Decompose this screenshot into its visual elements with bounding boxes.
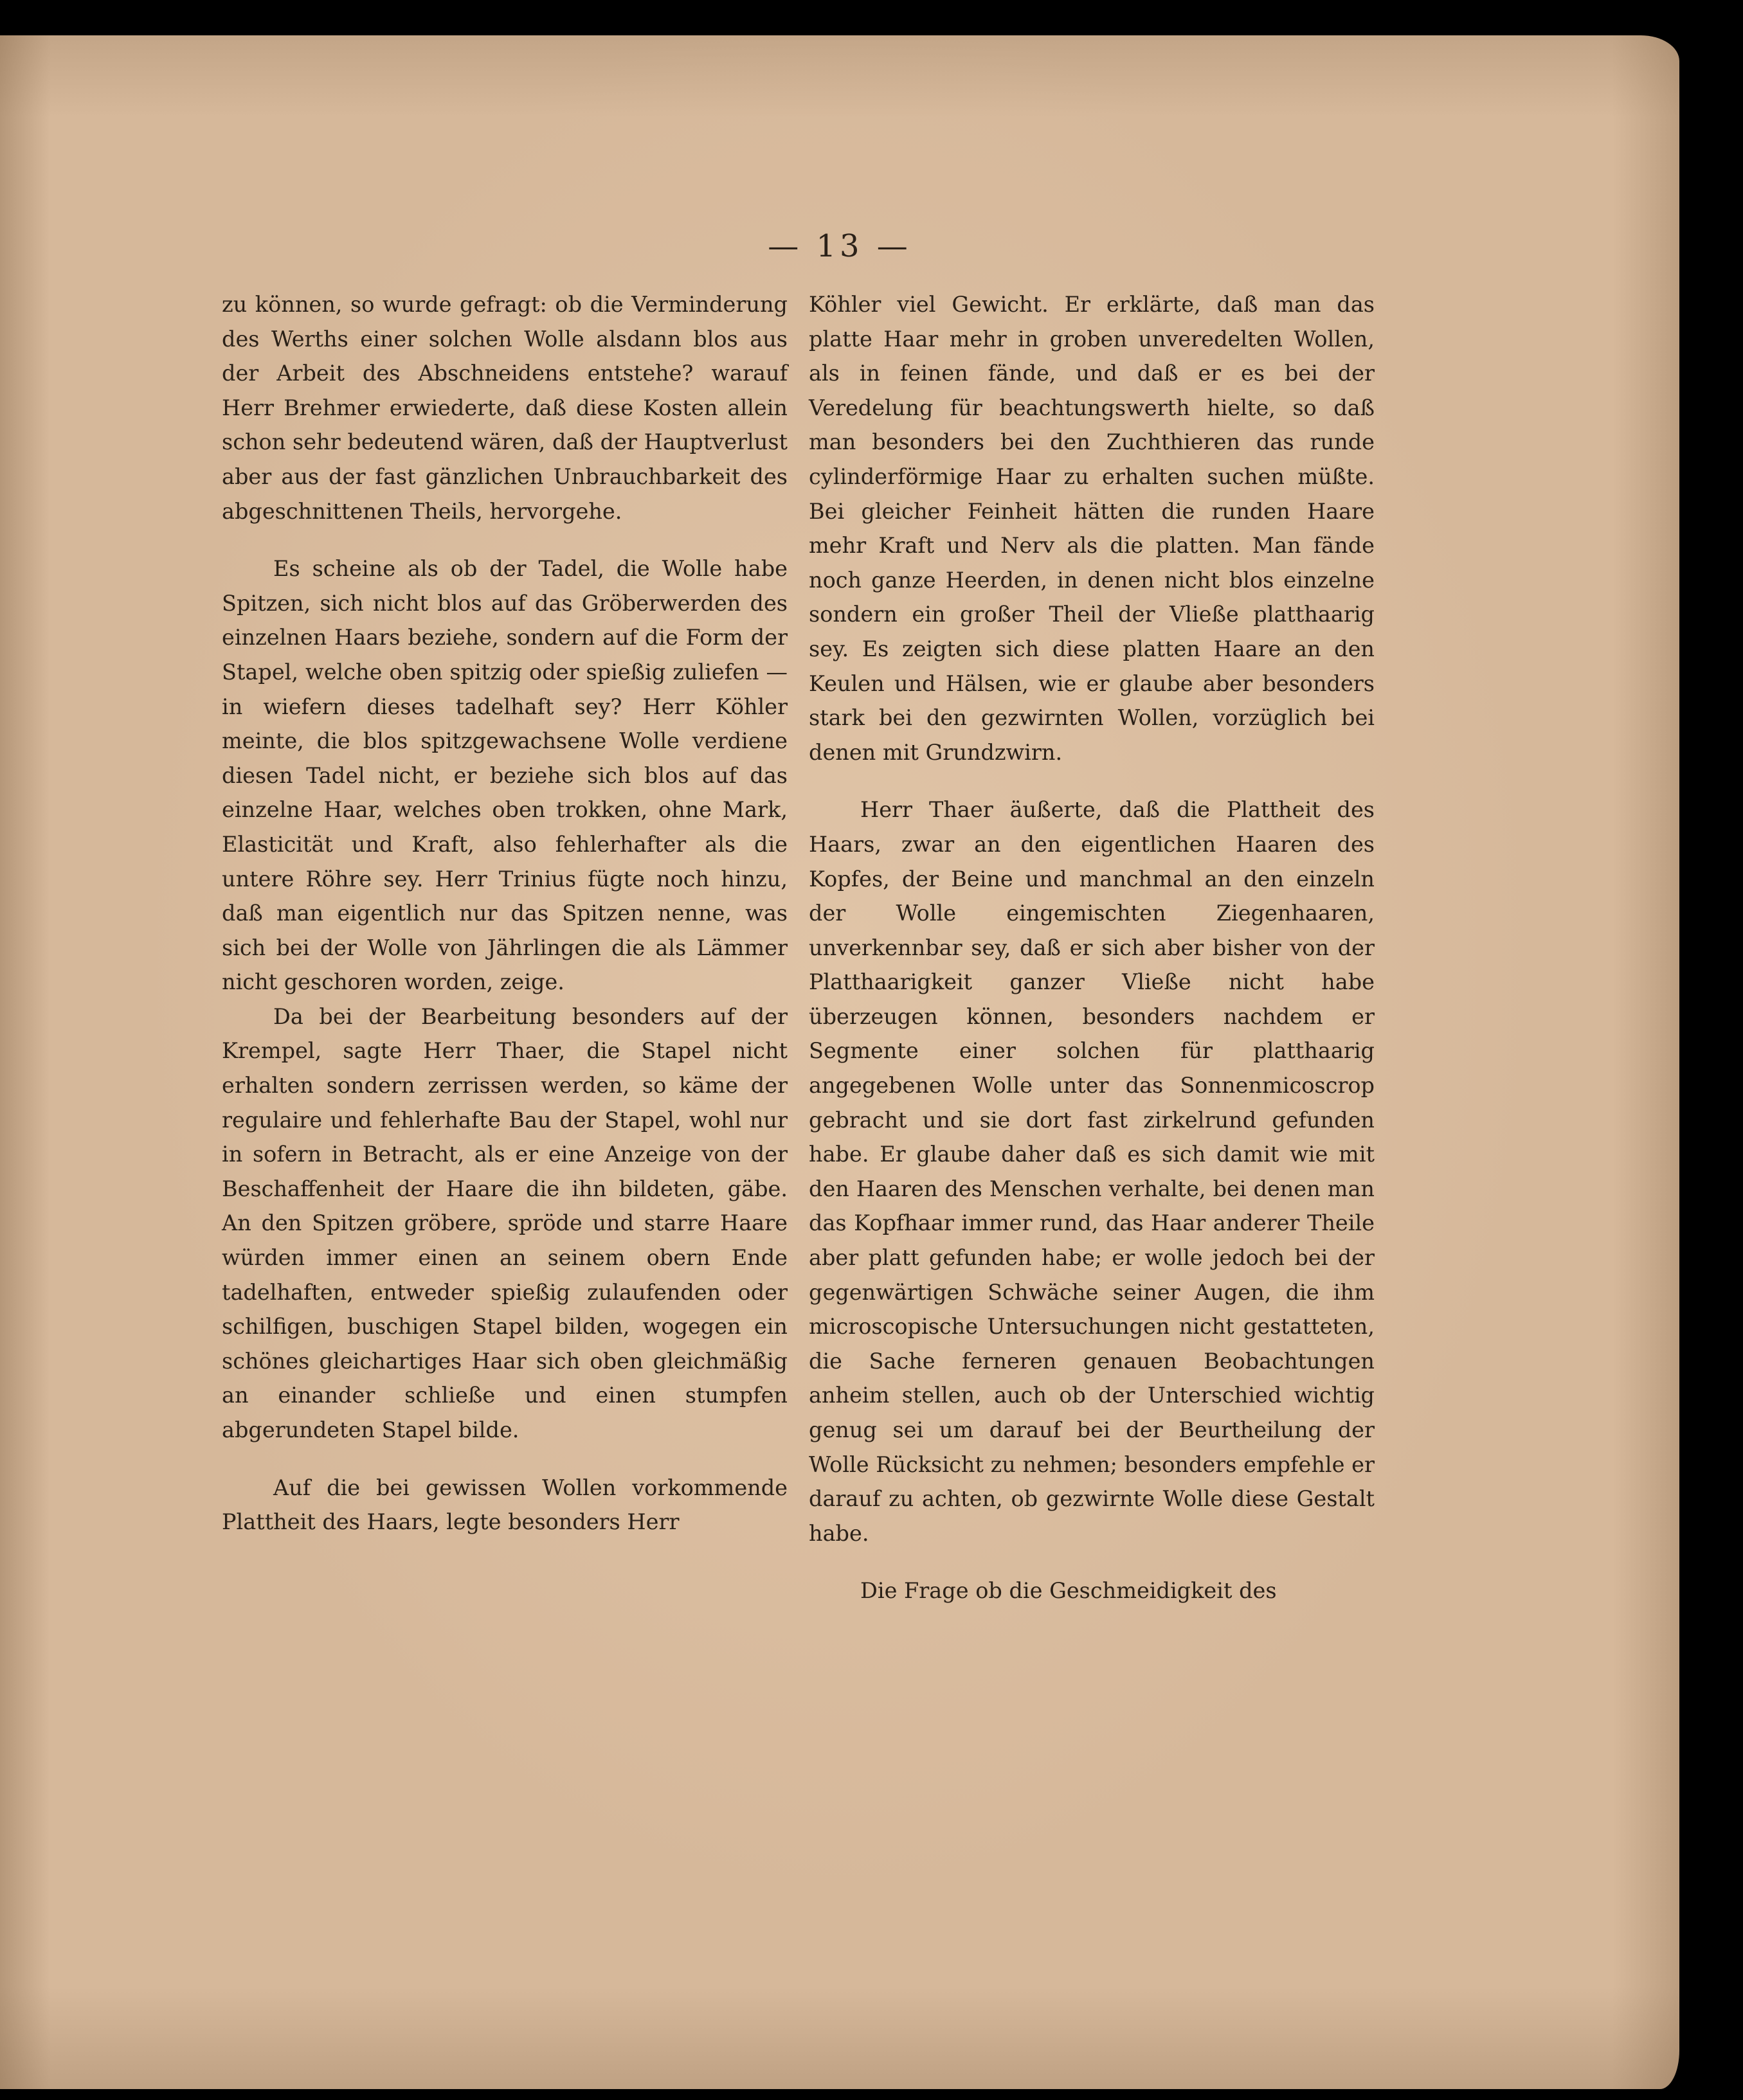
paragraph: Köhler viel Gewicht. Er erklärte, daß man das platte Haar mehr in groben unveredelten Wollen, als in feinen fände, und daß er es bei der Veredelung für beachtungswerth hielte, so daß man besonders bei den Zuchthieren das runde cylinderförmige Haar zu erhalten suchen müßte. Bei gleicher Feinheit hätten die runden Haare mehr Kraft und Nerv als die platten. Man fände noch ganze Heerden, in denen nicht blos einzelne sondern ein großer Theil der Vließe platthaarig sey. Es zeigten sich diese platten Haare an den Keulen und Hälsen, wie er glaube aber besonders stark bei den gezwirnten Wollen, vorzüglich bei denen mit Grundzwirn. xyxy=(809,292,1375,765)
paragraph: Da bei der Bearbeitung besonders auf der Krempel, sagte Herr Thaer, die Stapel nicht erhalten sondern zerrissen werden, so käme der regulaire und fehlerhafte Bau der Stapel, wohl nur in sofern in Betracht, als er eine Anzeige von der Beschaffenheit der Haare die ihn bildeten, gäbe. An den Spitzen gröbere, spröde und starre Haare würden immer einen an seinem obern Ende tadelhaften, entweder spießig zulaufenden oder schilfigen, buschigen Stapel bilden, wogegen ein schönes gleichartiges Haar sich oben gleichmäßig an einander schließe und einen stumpfen abgerundeten Stapel bilde. xyxy=(222,1003,788,1442)
paragraph: Herr Thaer äußerte, daß die Plattheit des Haars, zwar an den eigentlichen Haaren des Kopfes, der Beine und manchmal an den einzeln der Wolle eingemischten Ziegenhaaren, unverkennbar sey, daß er sich aber bisher von der Platthaarigkeit ganzer Vließe nicht habe überzeugen können, besonders nachdem er Segmente einer solchen für platthaarig angegebenen Wolle unter das Sonnenmicoscrop gebracht und sie dort fast zirkelrund gefunden habe. Er glaube daher daß es sich damit wie mit den Haaren des Menschen verhalte, bei denen man das Kopfhaar immer rund, das Haar anderer Theile aber platt gefunden habe; er wolle jedoch bei der gegenwärtigen Schwäche seiner Augen, die ihm microscopische Untersuchungen nicht gestatteten, die Sache ferneren genauen Beobachtungen anheim stellen, auch ob der Unterschied wichtig genug sei um darauf bei der Beurtheilung der Wolle Rücksicht zu nehmen; besonders empfehle er darauf zu achten, ob gezwirnte Wolle diese Gestalt habe. xyxy=(809,797,1375,1546)
paragraph: Die Frage ob die Geschmeidigkeit des xyxy=(860,1578,1277,1604)
paragraph: zu können, so wurde gefragt: ob die Verminderung des Werths einer solchen Wolle alsdann blos aus der Arbeit des Abschneidens entstehe? warauf Herr Brehmer erwiederte, daß diese Kosten allein schon sehr bedeutend wären, daß der Hauptverlust aber aus der fast gänzlichen Unbrauchbarkeit des abgeschnittenen Theils, hervorgehe. xyxy=(222,292,788,524)
right-column xyxy=(809,287,1375,1608)
book-page xyxy=(0,35,1679,2089)
paragraph: Es scheine als ob der Tadel, die Wolle habe Spitzen, sich nicht blos auf das Gröberwerden des einzelnen Haars beziehe, sondern auf die Form der Stapel, welche oben spitzig oder spießig zuliefen — in wiefern dieses tadelhaft sey? Herr Köhler meinte, die blos spitzgewachsene Wolle verdiene diesen Tadel nicht, er beziehe sich blos auf das einzelne Haar, welches oben trokken, ohne Mark, Elasticität und Kraft, also fehlerhafter als die untere Röhre sey. Herr Trinius fügte noch hinzu, daß man eigentlich nur das Spitzen nenne, was sich bei der Wolle von Jährlingen die als Lämmer nicht geschoren worden, zeige. xyxy=(222,556,788,995)
paragraph: Auf die bei gewissen Wollen vorkommende Plattheit des Haars, legte besonders Herr xyxy=(222,1475,788,1535)
page-number: — 13 — xyxy=(768,228,912,264)
left-column xyxy=(222,287,788,1539)
